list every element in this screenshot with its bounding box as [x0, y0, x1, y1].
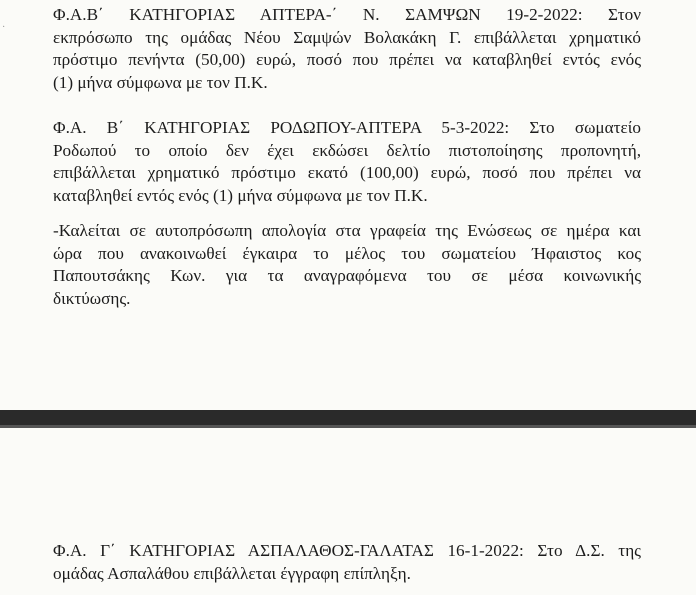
ruling-paragraph-aspalathos-galatas — [53, 540, 641, 585]
summons-paragraph — [53, 220, 641, 310]
text-line: Παπουτσάκης Κων. για τα αναγραφόμενα του σε μέσα κοινωνικής — [53, 266, 641, 286]
text-line: εκπρόσωπο της ομάδας Νέου Σαμψών Βολακάκη Γ. επιβάλλεται χρηματικό — [53, 27, 641, 47]
text-line: -Καλείται σε αυτοπρόσωπη απολογία στα γραφεία της Ενώσεως σε ημέρα και — [53, 221, 641, 240]
text-line: Ροδωπού το οποίο δεν έχει εκδώσει δελτίο πιστοποίησης προπονητή, — [53, 140, 641, 160]
text-line: Φ.Α. Γ΄ ΚΑΤΗΓΟΡΙΑΣ ΑΣΠΑΛΑΘΟΣ-ΓΑΛΑΤΑΣ 16-1-2022: Στο Δ.Σ. της — [53, 541, 641, 560]
text-line: ομάδας Ασπαλάθου επιβάλλεται έγγραφη επίπληξη. — [53, 563, 411, 583]
text-line: ώρα που ανακοινωθεί έγκαιρα το μέλος του σωματείου Ήφαιστος κος — [53, 243, 641, 263]
text-line: (1) μήνα σύμφωνα με τον Π.Κ. — [53, 72, 268, 92]
text-line: δικτύωσης. — [53, 288, 131, 308]
text-line: Φ.Α. Β΄ ΚΑΤΗΓΟΡΙΑΣ ΡΟΔΩΠΟΥ-ΑΠΤΕΡΑ 5-3-2022: Στο σωματείο — [53, 118, 641, 137]
text-line: καταβληθεί εντός ενός (1) μήνα σύμφωνα με τον Π.Κ. — [53, 185, 428, 205]
text-line: Φ.Α.Β΄ ΚΑΤΗΓΟΡΙΑΣ ΑΠΤΕΡΑ-΄ Ν. ΣΑΜΨΩΝ 19-2-2022: Στον — [53, 5, 641, 24]
ruling-paragraph-aptera-n-sampson — [53, 4, 641, 94]
text-line: πρόστιμο πενήντα (50,00) ευρώ, ποσό που πρέπει να καταβληθεί εντός ενός — [53, 50, 641, 70]
ruling-paragraph-rodopou-aptera — [53, 117, 641, 207]
text-line: επιβάλλεται χρηματικό πρόστιμο εκατό (100,00) ευρώ, ποσό που πρέπει να — [53, 163, 641, 183]
page-separator — [0, 410, 696, 428]
margin-mark: · — [2, 22, 6, 33]
